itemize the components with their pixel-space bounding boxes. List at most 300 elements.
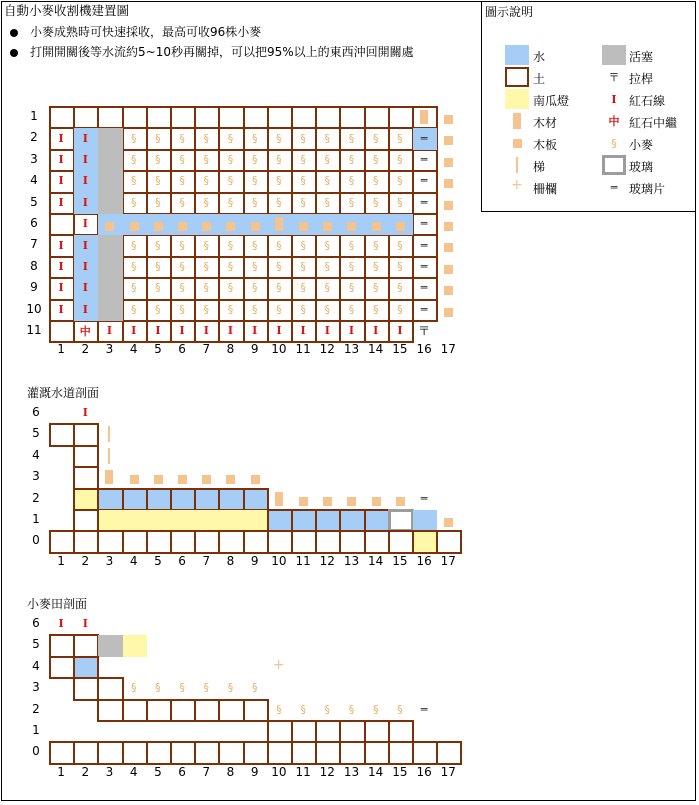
redstone-wire-icon: I — [58, 302, 64, 316]
field-x-label-5: 5 — [154, 765, 162, 779]
dirt-block — [146, 488, 172, 511]
dirt-block — [243, 741, 269, 764]
dirt-block — [218, 741, 244, 764]
legend-log-swatch — [513, 113, 521, 129]
col-label-13: 13 — [343, 342, 360, 356]
wheat-icon: § — [203, 238, 210, 252]
redstone-wire-icon: I — [82, 238, 88, 252]
field-x-label-16: 16 — [416, 765, 432, 779]
dirt-block — [339, 509, 365, 532]
dirt-block — [364, 509, 390, 532]
wheat-icon: § — [130, 259, 137, 273]
redstone-wire-icon: I — [373, 324, 379, 338]
wheat-icon: § — [397, 702, 403, 716]
col-label-1: 1 — [57, 342, 65, 356]
redstone-wire-icon: I — [82, 195, 88, 209]
wheat-icon: § — [397, 238, 403, 252]
legend-label-fence: 柵欄 — [533, 182, 558, 196]
ladder-icon — [108, 426, 110, 442]
redstone-wire-icon: I — [227, 324, 234, 338]
legend-label-water: 水 — [533, 50, 546, 64]
wheat-icon: § — [276, 702, 282, 716]
dirt-block — [73, 530, 99, 553]
note-1: 小麥成熟時可快速採收，最高可收96株小麥 — [30, 25, 262, 39]
wheat-icon: § — [372, 238, 379, 252]
dirt-block — [97, 699, 123, 722]
wheat-icon: § — [372, 259, 379, 273]
row-label-7: 7 — [30, 237, 38, 252]
row-label-1: 1 — [30, 109, 38, 123]
wood-plank-icon — [251, 222, 260, 231]
field-x-label-12: 12 — [319, 765, 335, 779]
irr-x-label-11: 11 — [295, 554, 311, 568]
dirt-block — [218, 699, 244, 722]
wood-plank-icon — [372, 222, 381, 231]
redstone-wire-icon: I — [300, 324, 306, 338]
dirt-block — [73, 509, 99, 532]
field-x-label-2: 2 — [81, 765, 90, 779]
wheat-icon: § — [276, 302, 282, 316]
col-label-14: 14 — [368, 342, 384, 356]
irr-x-label-9: 9 — [250, 554, 259, 568]
wheat-icon: § — [300, 195, 306, 209]
irr-x-label-7: 7 — [202, 554, 211, 568]
wheat-icon: § — [130, 281, 137, 295]
wheat-icon: § — [203, 195, 210, 209]
col-label-16: 16 — [416, 342, 432, 356]
legend-label-repeater: 紅石中繼 — [629, 116, 678, 130]
page-title: 自動小麥收割機建置圖 — [4, 3, 130, 18]
legend-lever-swatch: 〒 — [608, 71, 620, 84]
legend-piston-swatch — [602, 45, 626, 65]
wheat-icon: § — [372, 152, 379, 166]
wheat-icon: § — [300, 174, 306, 188]
redstone-repeater-icon: 中 — [79, 324, 91, 338]
legend-label-piston: 活塞 — [629, 50, 654, 64]
wheat-icon: § — [324, 238, 331, 252]
wheat-icon: § — [348, 152, 355, 166]
dirt-block — [267, 106, 293, 129]
legend-label-glass: 玻璃 — [629, 160, 654, 174]
dirt-block — [315, 530, 341, 553]
wood-plank-icon — [323, 497, 332, 506]
wheat-icon: § — [179, 259, 185, 273]
col-label-8: 8 — [226, 342, 235, 356]
dirt-block — [291, 530, 317, 553]
dirt-block — [49, 320, 75, 343]
dirt-block — [339, 741, 365, 764]
irr-x-label-10: 10 — [271, 554, 287, 568]
wheat-icon: § — [276, 259, 282, 273]
dirt-block — [122, 530, 148, 553]
wheat-icon: § — [155, 281, 161, 295]
wheat-icon: § — [130, 302, 137, 316]
legend-plank-swatch — [513, 139, 522, 148]
irr-x-label-2: 2 — [81, 554, 90, 568]
wheat-icon: § — [324, 152, 331, 166]
wheat-icon: § — [300, 238, 306, 252]
legend-label-lever: 拉桿 — [629, 72, 654, 86]
wheat-icon: § — [130, 681, 137, 695]
wheat-icon: § — [348, 259, 355, 273]
redstone-wire-icon: I — [203, 324, 209, 338]
legend-pane-swatch: ═ — [610, 180, 618, 194]
wood-plank-icon — [323, 222, 332, 231]
wheat-icon: § — [130, 238, 137, 252]
wheat-icon: § — [155, 238, 161, 252]
dirt-block — [170, 106, 196, 129]
irr-y-label-3: 3 — [32, 469, 40, 484]
wood-log-icon — [275, 492, 283, 506]
dirt-block — [218, 106, 244, 129]
redstone-wire-icon: I — [58, 617, 64, 631]
wood-log-icon — [105, 470, 113, 484]
row-label-10: 10 — [26, 301, 42, 316]
field-x-label-14: 14 — [368, 765, 384, 779]
wheat-icon: § — [251, 131, 258, 145]
col-label-11: 11 — [295, 342, 311, 356]
wheat-icon: § — [251, 238, 258, 252]
wood-plank-icon — [105, 222, 114, 231]
wood-plank-icon — [444, 136, 453, 145]
col-label-10: 10 — [271, 342, 287, 356]
wheat-icon: § — [397, 174, 403, 188]
dirt-block — [122, 741, 148, 764]
dirt-block — [97, 677, 123, 700]
wheat-icon: § — [397, 195, 403, 209]
redstone-wire-icon: I — [58, 152, 64, 166]
wood-plank-icon — [299, 222, 308, 231]
redstone-wire-icon: I — [58, 259, 64, 273]
wheat-icon: § — [227, 152, 234, 166]
redstone-wire-icon: I — [179, 324, 185, 338]
piston-block — [98, 150, 122, 171]
ladder-icon — [108, 448, 110, 464]
wood-plank-icon — [299, 497, 308, 506]
wheat-icon: § — [300, 702, 306, 716]
dirt-block — [73, 656, 99, 679]
redstone-wire-icon: I — [58, 131, 64, 145]
bullet-2 — [10, 49, 18, 57]
fence-icon: + — [272, 656, 285, 673]
wood-plank-icon — [444, 179, 453, 188]
dirt-block — [97, 530, 123, 553]
note-2: 打開開關後等水流約5~10秒再關掉，可以把95%以上的東西沖回開關處 — [30, 45, 414, 59]
glass-pane-icon: ═ — [420, 152, 428, 166]
legend-ladder-swatch — [516, 157, 518, 173]
dirt-block — [73, 488, 99, 511]
field-y-label-4: 4 — [32, 658, 40, 673]
wood-plank-icon — [444, 158, 453, 167]
jack-o-lantern-block — [244, 510, 268, 531]
redstone-wire-icon: I — [252, 324, 258, 338]
piston-block — [98, 300, 122, 321]
dirt-block — [364, 530, 390, 553]
piston-block — [98, 193, 122, 214]
legend-label-log: 木材 — [533, 116, 558, 130]
col-label-2: 2 — [81, 342, 90, 356]
field-x-label-13: 13 — [343, 765, 360, 779]
field-y-label-1: 1 — [32, 723, 40, 737]
wood-plank-icon — [130, 475, 139, 484]
glass-pane-icon: ═ — [420, 195, 428, 209]
wheat-icon: § — [130, 131, 137, 145]
redstone-wire-icon: I — [324, 324, 330, 338]
lever-icon: 〒 — [418, 324, 431, 339]
row-label-4: 4 — [30, 173, 38, 188]
wood-plank-icon — [178, 222, 187, 231]
wood-plank-icon — [444, 286, 453, 295]
redstone-wire-icon: I — [58, 174, 64, 188]
dirt-block — [97, 106, 123, 129]
dirt-block — [243, 106, 269, 129]
wheat-icon: § — [276, 174, 282, 188]
wheat-icon: § — [397, 281, 403, 295]
dirt-block — [315, 741, 341, 764]
wheat-icon: § — [276, 152, 282, 166]
wheat-icon: § — [276, 131, 282, 145]
field-x-label-8: 8 — [226, 765, 235, 779]
field-x-label-6: 6 — [178, 765, 186, 779]
dirt-block — [339, 720, 365, 743]
water-block — [413, 510, 437, 531]
wheat-icon: § — [203, 174, 210, 188]
glass-pane-icon: ═ — [420, 302, 428, 316]
dirt-block — [49, 423, 75, 446]
wood-plank-icon — [444, 308, 453, 317]
field-x-label-17: 17 — [440, 765, 456, 779]
wheat-icon: § — [179, 174, 185, 188]
dirt-block — [364, 741, 390, 764]
redstone-wire-icon: I — [82, 302, 88, 316]
dirt-block — [291, 509, 317, 532]
dirt-block — [146, 106, 172, 129]
wheat-icon: § — [251, 259, 258, 273]
dirt-block — [218, 530, 244, 553]
dirt-block — [97, 488, 123, 511]
jack-o-lantern-block — [123, 635, 147, 656]
dirt-block — [243, 699, 269, 722]
wood-plank-icon — [372, 497, 381, 506]
dirt-block — [122, 106, 148, 129]
piston-block — [98, 278, 122, 299]
jack-o-lantern-block — [147, 510, 171, 531]
dirt-block — [267, 509, 293, 532]
legend-label-ladder: 梯 — [533, 160, 546, 174]
wheat-icon: § — [397, 131, 403, 145]
row-label-11: 11 — [26, 323, 42, 337]
dirt-block — [388, 720, 414, 743]
wheat-icon: § — [324, 131, 331, 145]
dirt-block — [267, 741, 293, 764]
legend-label-plank: 木板 — [533, 138, 558, 152]
wheat-icon: § — [300, 152, 306, 166]
wood-plank-icon — [202, 222, 211, 231]
wheat-icon: § — [203, 152, 210, 166]
wood-plank-icon — [251, 475, 260, 484]
wood-plank-icon — [444, 222, 453, 231]
dirt-block — [388, 106, 414, 129]
col-label-4: 4 — [129, 342, 138, 356]
wheat-icon: § — [251, 195, 258, 209]
wood-plank-icon — [347, 497, 356, 506]
wood-plank-icon — [347, 222, 356, 231]
dirt-block — [412, 530, 438, 553]
dirt-block — [194, 488, 220, 511]
dirt-block — [170, 488, 196, 511]
row-label-6: 6 — [30, 216, 38, 230]
dirt-block — [364, 720, 390, 743]
dirt-block — [73, 423, 99, 446]
wheat-icon: § — [155, 259, 161, 273]
dirt-block — [49, 634, 75, 657]
redstone-wire-icon: I — [58, 281, 64, 295]
dirt-block — [412, 741, 438, 764]
wheat-icon: § — [251, 174, 258, 188]
wheat-icon: § — [203, 281, 210, 295]
wheat-icon: § — [324, 259, 331, 273]
wood-plank-icon — [444, 265, 453, 274]
wheat-icon: § — [372, 131, 379, 145]
dirt-block — [97, 741, 123, 764]
redstone-wire-icon: I — [82, 617, 88, 631]
dirt-block — [170, 741, 196, 764]
wheat-icon: § — [348, 702, 355, 716]
legend-title: 圖示說明 — [485, 5, 534, 19]
dirt-block — [122, 488, 148, 511]
dirt-block — [73, 634, 99, 657]
wheat-icon: § — [155, 195, 161, 209]
dirt-block — [267, 530, 293, 553]
wheat-icon: § — [179, 302, 185, 316]
col-label-12: 12 — [319, 342, 335, 356]
wood-plank-icon — [130, 222, 139, 231]
wheat-icon: § — [179, 238, 185, 252]
wheat-icon: § — [300, 131, 306, 145]
field-x-label-3: 3 — [105, 765, 114, 779]
dirt-block — [388, 741, 414, 764]
redstone-wire-icon: I — [348, 324, 355, 338]
wood-plank-icon — [444, 201, 453, 210]
dirt-block — [243, 488, 269, 511]
wheat-icon: § — [348, 238, 355, 252]
legend-label-dirt: 土 — [533, 72, 546, 86]
wood-plank-icon — [444, 115, 453, 124]
dirt-block — [218, 488, 244, 511]
wheat-icon: § — [251, 302, 258, 316]
dirt-block — [315, 509, 341, 532]
dirt-block — [243, 530, 269, 553]
dirt-block — [49, 530, 75, 553]
dirt-block — [49, 106, 75, 129]
wheat-icon: § — [130, 195, 137, 209]
wheat-icon: § — [276, 195, 282, 209]
wheat-icon: § — [348, 281, 355, 295]
irrigation-section-title: 灌溉水道剖面 — [27, 386, 100, 400]
wheat-icon: § — [397, 302, 403, 316]
wheat-icon: § — [130, 174, 137, 188]
glass-pane-icon: ═ — [420, 281, 428, 295]
legend-dirt-swatch — [505, 67, 529, 87]
row-label-3: 3 — [30, 151, 38, 166]
wheat-icon: § — [227, 195, 234, 209]
row-label-9: 9 — [30, 280, 38, 295]
irr-y-label-1: 1 — [32, 512, 40, 526]
irr-x-label-13: 13 — [343, 554, 360, 568]
col-label-9: 9 — [250, 342, 259, 356]
dirt-block — [339, 106, 365, 129]
legend-water-swatch — [505, 45, 529, 65]
wheat-icon: § — [397, 259, 403, 273]
legend-wheat-swatch: § — [611, 136, 617, 150]
wheat-icon: § — [348, 302, 355, 316]
dirt-block — [436, 530, 462, 553]
wheat-icon: § — [372, 174, 379, 188]
wood-plank-icon — [178, 475, 187, 484]
glass-pane-icon: ═ — [420, 217, 428, 231]
dirt-block — [267, 720, 293, 743]
wood-plank-icon — [202, 475, 211, 484]
wood-log-icon — [420, 110, 428, 124]
wheat-icon: § — [372, 195, 379, 209]
glass-pane-icon: ═ — [420, 702, 428, 716]
wheat-icon: § — [276, 238, 282, 252]
glass-pane-icon: ═ — [420, 131, 428, 145]
glass-block — [388, 509, 414, 532]
field-section-title: 小麥田剖面 — [27, 597, 88, 611]
field-y-label-3: 3 — [32, 680, 40, 695]
wheat-icon: § — [227, 281, 234, 295]
dirt-block — [291, 106, 317, 129]
wheat-icon: § — [179, 152, 185, 166]
field-x-label-11: 11 — [295, 765, 311, 779]
piston-block — [98, 635, 122, 656]
wheat-icon: § — [227, 302, 234, 316]
field-x-label-7: 7 — [202, 765, 211, 779]
wheat-icon: § — [155, 131, 161, 145]
piston-block — [98, 257, 122, 278]
field-y-label-2: 2 — [32, 701, 40, 716]
wheat-icon: § — [348, 131, 355, 145]
redstone-wire-icon: I — [82, 406, 88, 420]
field-y-label-0: 0 — [32, 744, 40, 759]
wheat-icon: § — [155, 174, 161, 188]
field-x-label-10: 10 — [271, 765, 287, 779]
dirt-block — [339, 530, 365, 553]
redstone-wire-icon: I — [82, 152, 88, 166]
col-label-15: 15 — [392, 342, 408, 356]
row-label-2: 2 — [30, 130, 38, 145]
legend-fence-swatch: + — [511, 177, 523, 193]
dirt-block — [170, 530, 196, 553]
piston-block — [98, 171, 122, 192]
wheat-icon: § — [300, 281, 306, 295]
redstone-wire-icon: I — [131, 324, 137, 338]
wheat-icon: § — [179, 131, 185, 145]
jack-o-lantern-block — [123, 510, 147, 531]
dirt-block — [146, 699, 172, 722]
wheat-icon: § — [155, 302, 161, 316]
irr-x-label-3: 3 — [105, 554, 114, 568]
wheat-icon: § — [203, 259, 210, 273]
wheat-icon: § — [179, 681, 185, 695]
redstone-wire-icon: I — [58, 238, 64, 252]
field-x-label-4: 4 — [129, 765, 138, 779]
wood-log-icon — [275, 217, 283, 231]
redstone-wire-icon: I — [82, 174, 88, 188]
dirt-block — [291, 720, 317, 743]
legend-label-redwire: 紅石線 — [629, 94, 666, 108]
